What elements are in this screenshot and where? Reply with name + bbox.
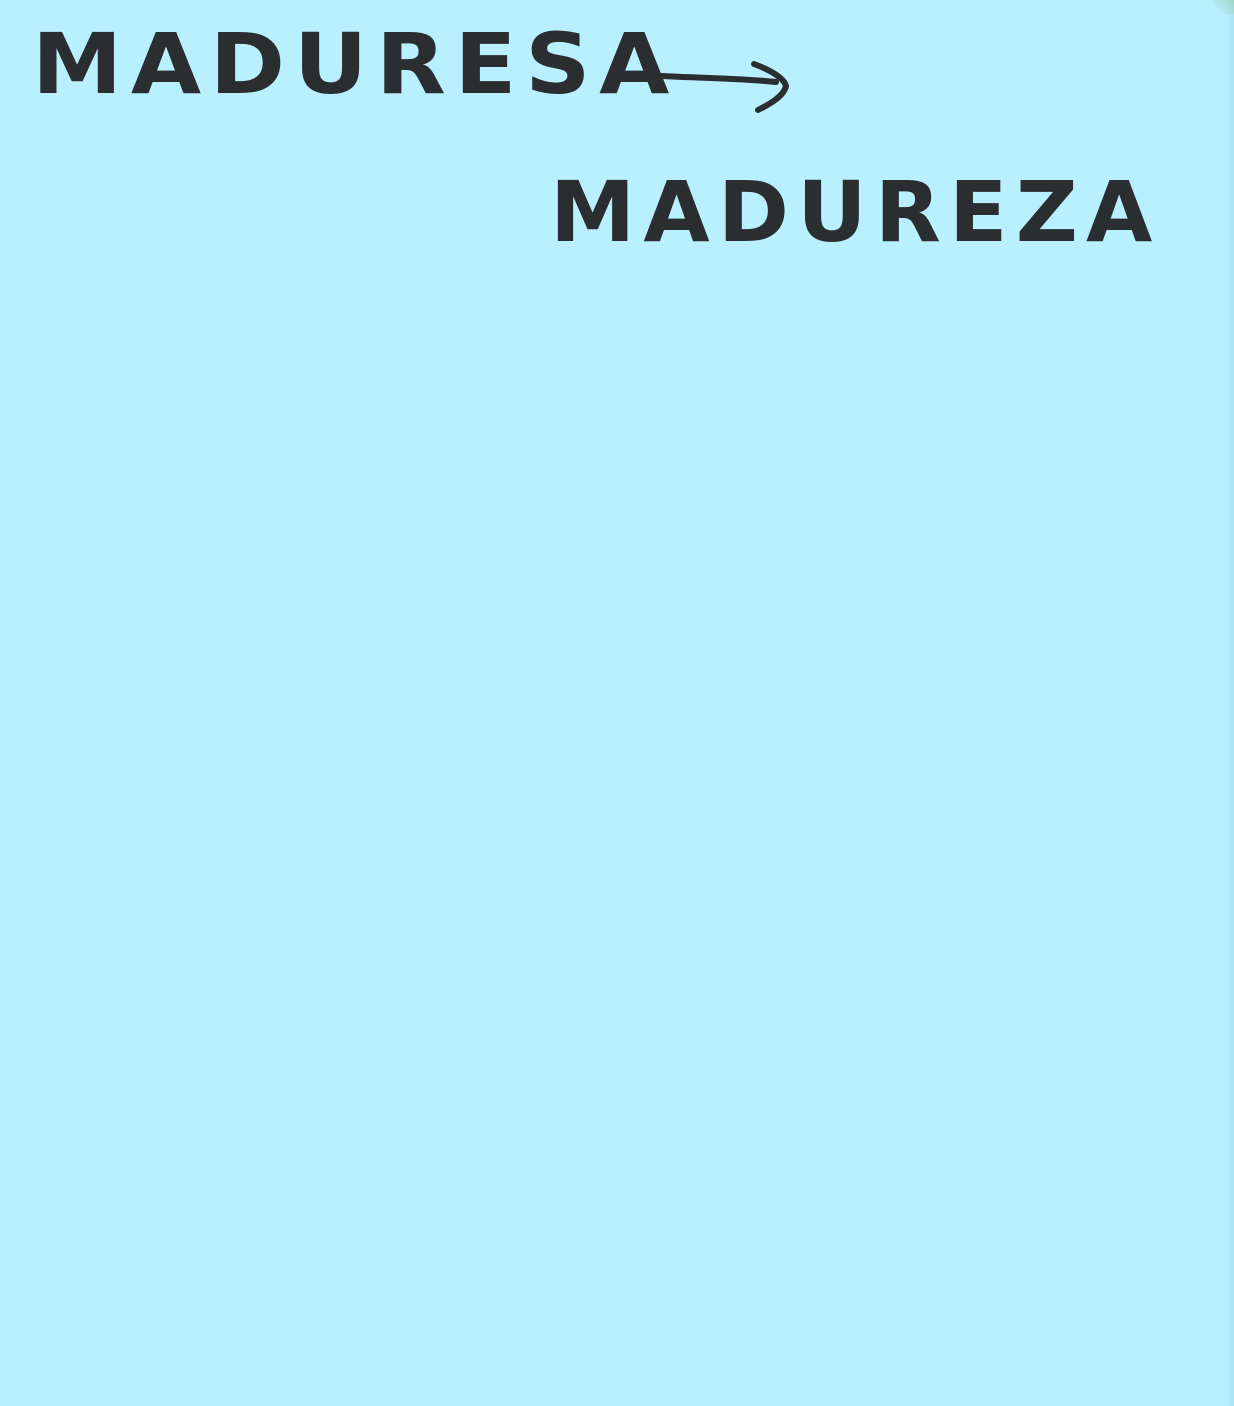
right-arrow-icon: [658, 60, 790, 120]
original-word: MADURESA: [32, 15, 678, 113]
note-corner-shade: [1212, 0, 1234, 14]
corrected-word: MADUREZA: [550, 163, 1161, 261]
note-edge-shade: [1226, 0, 1234, 1406]
